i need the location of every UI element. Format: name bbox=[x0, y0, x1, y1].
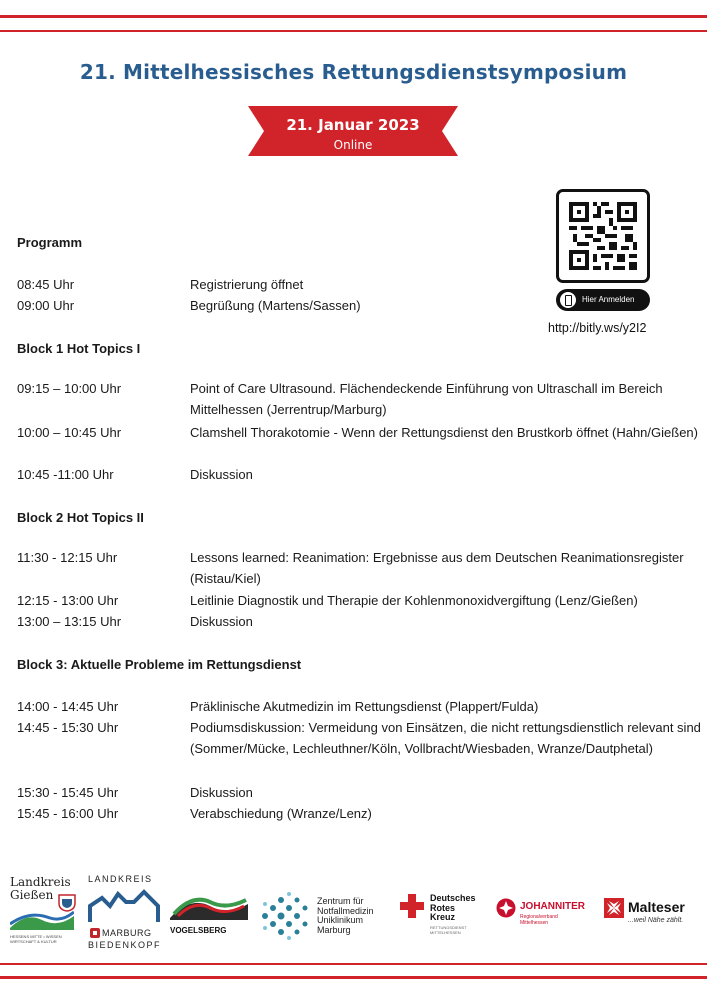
drk-line1: Deutsches bbox=[430, 893, 476, 903]
zentrum-line2: Notfallmedizin bbox=[317, 905, 374, 916]
block1-heading: Block 1 Hot Topics I bbox=[17, 341, 141, 356]
program-desc: Leitlinie Diagnostik und Therapie der Kohlenmonoxidvergiftung (Lenz/Gießen) bbox=[190, 593, 638, 608]
program-time: 14:45 - 15:30 Uhr bbox=[17, 720, 119, 735]
program-time: 15:30 - 15:45 Uhr bbox=[17, 785, 119, 800]
date-ribbon bbox=[248, 106, 458, 156]
program-time: 10:45 -11:00 Uhr bbox=[17, 467, 114, 482]
logo-vogelsberg bbox=[170, 892, 250, 942]
drk-line3: Kreuz bbox=[430, 912, 456, 922]
registration-url[interactable]: http://bitly.ws/y2I2 bbox=[548, 321, 647, 335]
program-desc: Podiumsdiskussion: Vermeidung von Einsätzen, die nicht rettungsdienstlich relevant sind (Sommer/Mücke, Lechleuthner/Köln, Vollbracht/Wiesbaden, Wranze/Dautphetal) bbox=[190, 720, 701, 756]
drk-sub bbox=[430, 925, 467, 935]
vogelsberg-hills-icon bbox=[170, 892, 248, 920]
logo-landkreis-giessen bbox=[10, 876, 80, 956]
program-time: 09:00 Uhr bbox=[17, 298, 75, 313]
maltese-cross-icon bbox=[604, 898, 624, 918]
giessen-hills-icon bbox=[10, 908, 74, 930]
johanniter-sub bbox=[520, 914, 558, 926]
program-desc: Lessons learned: Reanimation: Ergebnisse aus dem Deutschen Reanimationsregister (Ristau/Kiel) bbox=[190, 550, 684, 586]
marburg-crest-icon bbox=[90, 928, 100, 938]
program-time: 15:45 - 16:00 Uhr bbox=[17, 806, 119, 821]
program-time: 12:15 - 13:00 Uhr bbox=[17, 593, 119, 608]
top-rule-thick bbox=[0, 15, 707, 18]
program-desc: Verabschiedung (Wranze/Lenz) bbox=[190, 806, 372, 821]
register-button-label: Hier Anmelden bbox=[582, 295, 635, 304]
program-time: 09:15 – 10:00 Uhr bbox=[17, 381, 122, 396]
giessen-line1: Landkreis bbox=[10, 875, 71, 889]
giessen-line2: Gießen bbox=[10, 888, 54, 902]
marburg-skyline-icon bbox=[88, 888, 160, 924]
logo-malteser bbox=[604, 898, 702, 938]
marburg-top: LANDKREIS bbox=[88, 874, 153, 884]
program-desc: Diskussion bbox=[190, 785, 253, 800]
program-desc: Registrierung öffnet bbox=[190, 277, 304, 292]
vogelsberg-name: VOGELSBERG bbox=[170, 926, 227, 935]
johanniter-sub1: Regionalverband bbox=[520, 914, 558, 920]
program-time: 10:00 – 10:45 Uhr bbox=[17, 425, 122, 440]
logo-zentrum-notfallmedizin bbox=[257, 890, 392, 946]
drk-sub1: RETTUNGSDIENST bbox=[430, 925, 467, 930]
malteser-slogan: ...weil Nähe zählt. bbox=[628, 917, 684, 924]
giessen-tagline-1: HESSENS MITTE • WISSEN bbox=[10, 934, 62, 939]
logo-johanniter bbox=[496, 898, 601, 938]
program-time: 14:00 - 14:45 Uhr bbox=[17, 699, 119, 714]
program-heading: Programm bbox=[17, 235, 83, 250]
marburg-line1: MARBURG bbox=[102, 928, 152, 938]
block3-heading: Block 3: Aktuelle Probleme im Rettungsdienst bbox=[17, 657, 302, 672]
qr-code[interactable] bbox=[556, 189, 650, 283]
bottom-rule-thin bbox=[0, 963, 707, 965]
program-desc: Point of Care Ultrasound. Flächendeckende Einführung von Ultraschall im Bereich Mittelhessen (Jerrentrup/Marburg) bbox=[190, 381, 663, 417]
logo-marburg-biedenkopf bbox=[88, 874, 163, 956]
sponsor-logos bbox=[0, 870, 707, 960]
block2-heading: Block 2 Hot Topics II bbox=[17, 510, 144, 525]
top-rule-thin bbox=[0, 30, 707, 32]
drk-line2: Rotes bbox=[430, 902, 456, 913]
drk-sub2: MITTELHESSEN bbox=[430, 930, 461, 935]
event-mode: Online bbox=[333, 138, 373, 152]
qr-code-pattern bbox=[569, 202, 637, 270]
zentrum-text bbox=[317, 897, 374, 935]
malteser-name: Malteser bbox=[628, 899, 685, 915]
program-desc: Diskussion bbox=[190, 467, 253, 482]
red-cross-icon bbox=[400, 894, 424, 918]
johanniter-name: JOHANNITER bbox=[520, 901, 586, 912]
marburg-line2: BIEDENKOPF bbox=[88, 940, 162, 950]
zentrum-line3: Uniklinikum bbox=[317, 915, 364, 925]
program-time: 11:30 - 12:15 Uhr bbox=[17, 550, 118, 565]
johanniter-sub2: Mittelhessen bbox=[520, 920, 549, 926]
johanniter-cross-icon bbox=[496, 898, 516, 918]
drk-text bbox=[430, 894, 476, 923]
program-desc: Begrüßung (Martens/Sassen) bbox=[190, 298, 361, 313]
zentrum-line4: Marburg bbox=[317, 924, 351, 935]
program-time: 13:00 – 13:15 Uhr bbox=[17, 614, 122, 629]
program-desc: Präklinische Akutmedizin im Rettungsdienst (Plappert/Fulda) bbox=[190, 699, 539, 714]
giessen-tagline-2: WIRTSCHAFT & KULTUR bbox=[10, 939, 57, 944]
page-title: 21. Mittelhessisches Rettungsdienstsymposium bbox=[79, 60, 628, 84]
program-desc: Clamshell Thorakotomie - Wenn der Rettungsdienst den Brustkorb öffnet (Hahn/Gießen) bbox=[190, 425, 698, 440]
zentrum-line1: Zentrum für bbox=[317, 896, 364, 906]
program-desc: Diskussion bbox=[190, 614, 253, 629]
zentrum-dots-icon bbox=[257, 890, 311, 942]
program-time: 08:45 Uhr bbox=[17, 277, 75, 292]
logo-drk bbox=[400, 894, 490, 944]
bottom-rule-thick bbox=[0, 976, 707, 979]
event-date: 21. Januar 2023 bbox=[286, 116, 420, 134]
